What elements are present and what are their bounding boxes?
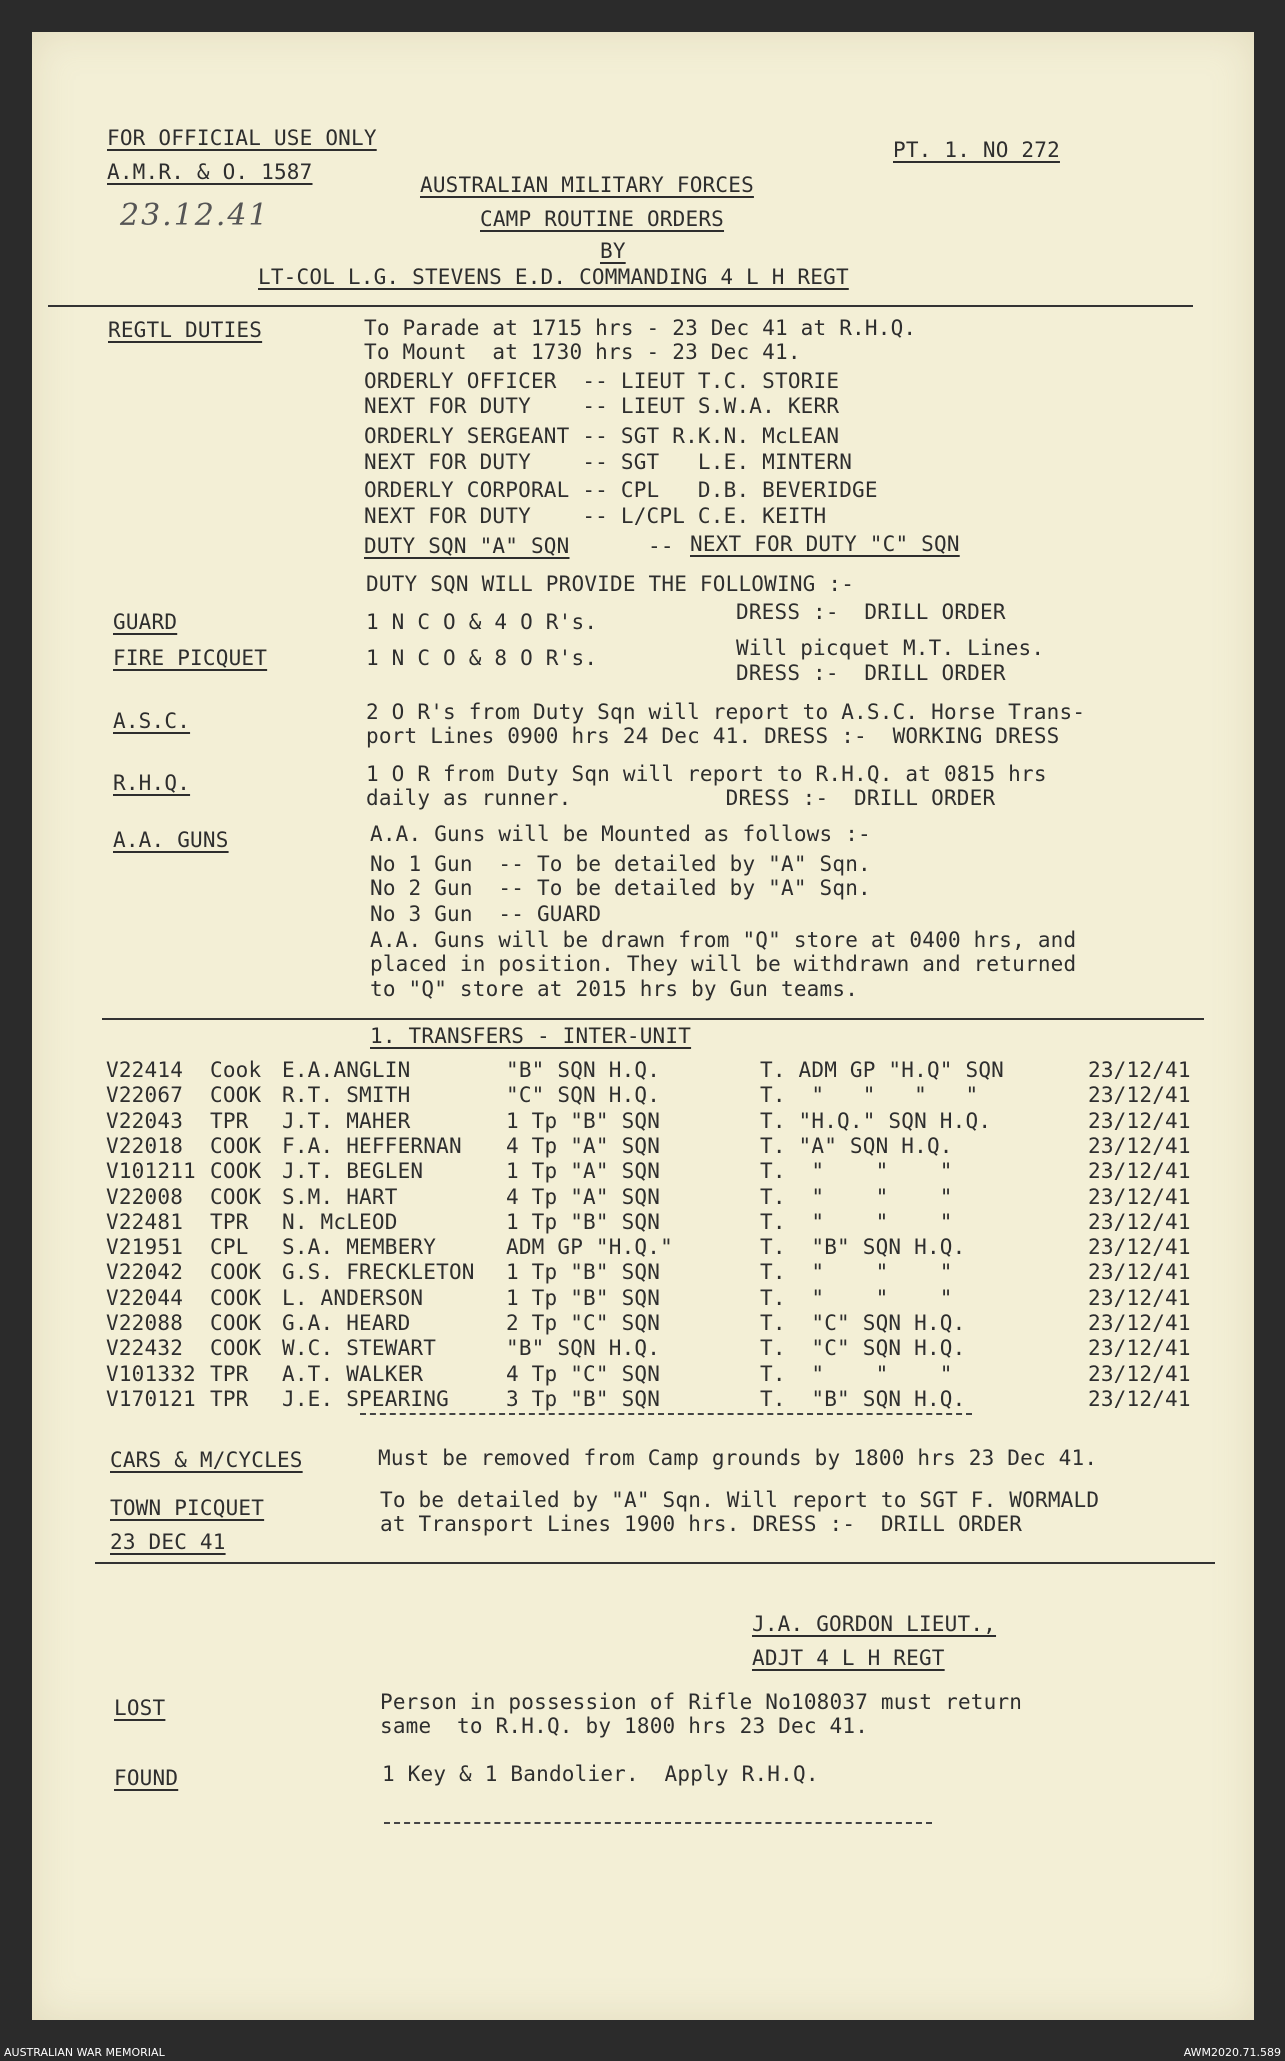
transfer-rank: COOK — [210, 1133, 262, 1158]
transfer-to: T. "B" SQN H.Q. — [760, 1235, 966, 1260]
signature-role: ADJT 4 L H REGT — [752, 1646, 945, 1670]
rhq-line-2: daily as runner. DRESS :- DRILL ORDER — [366, 786, 996, 810]
title-line-1: AUSTRALIAN MILITARY FORCES — [420, 173, 754, 197]
town-picquet-line-2: at Transport Lines 1900 hrs. DRESS :- DRILL ORDER — [380, 1512, 1023, 1536]
transfer-date: 23/12/41 — [1088, 1235, 1191, 1260]
transfers-end-dashes — [360, 1413, 972, 1415]
transfer-name: J.T. BEGLEN — [282, 1159, 424, 1184]
transfer-date: 23/12/41 — [1088, 1108, 1191, 1133]
official-use-label: FOR OFFICIAL USE ONLY — [107, 126, 377, 150]
transfer-to: T. ADM GP "H.Q" SQN — [760, 1058, 1005, 1082]
transfer-rank: TPR — [210, 1108, 249, 1133]
found-text: 1 Key & 1 Bandolier. Apply R.H.Q. — [382, 1762, 819, 1786]
asc-label: A.S.C. — [113, 709, 191, 733]
transfer-name: W.C. STEWART — [282, 1336, 437, 1361]
transfer-date: 23/12/41 — [1088, 1311, 1191, 1335]
transfer-from: 1 Tp "B" SQN — [506, 1209, 661, 1234]
transfer-date: 23/12/41 — [1088, 1083, 1191, 1108]
town-picquet-date: 23 DEC 41 — [110, 1530, 226, 1554]
transfer-to: T. "H.Q." SQN H.Q. — [760, 1108, 992, 1133]
town-divider — [95, 1562, 1215, 1564]
transfer-date: 23/12/41 — [1088, 1336, 1191, 1361]
guard-dress: DRESS :- DRILL ORDER — [736, 600, 1006, 624]
cars-text: Must be removed from Camp grounds by 1800 hrs 23 Dec 41. — [378, 1446, 1098, 1470]
transfer-date: 23/12/41 — [1088, 1159, 1191, 1184]
transfer-rank: Cook — [210, 1058, 262, 1082]
transfer-name: J.T. MAHER — [282, 1108, 411, 1133]
transfer-name: L. ANDERSON — [282, 1285, 424, 1310]
regtl-line: NEXT FOR DUTY -- LIEUT S.W.A. KERR — [364, 394, 840, 418]
fire-picquet-detail: 1 N C O & 8 O R's. — [366, 646, 598, 670]
transfer-no: V170121 — [106, 1386, 196, 1411]
title-line-4: LT-COL L.G. STEVENS E.D. COMMANDING 4 L H REGT — [258, 265, 849, 289]
transfer-from: 1 Tp "B" SQN — [506, 1108, 661, 1133]
found-label: FOUND — [114, 1766, 179, 1790]
transfer-name: G.S. FRECKLETON — [282, 1260, 475, 1285]
transfer-no: V22042 — [106, 1260, 184, 1285]
transfers-heading: 1. TRANSFERS - INTER-UNIT — [370, 1024, 692, 1048]
transfer-from: "B" SQN H.Q. — [506, 1058, 661, 1082]
guard-detail: 1 N C O & 4 O R's. — [366, 610, 598, 634]
regtl-line: NEXT FOR DUTY -- SGT L.E. MINTERN — [364, 450, 853, 474]
aa-guns-label: A.A. GUNS — [113, 828, 229, 852]
transfer-to: T. " " " — [760, 1184, 953, 1209]
lost-line-2: same to R.H.Q. by 1800 hrs 23 Dec 41. — [380, 1714, 869, 1738]
transfer-no: V22018 — [106, 1133, 184, 1158]
found-end-dashes — [384, 1822, 932, 1824]
transfer-from: 1 Tp "B" SQN — [506, 1285, 661, 1310]
transfer-to: T. " " " — [760, 1260, 953, 1285]
transfer-date: 23/12/41 — [1088, 1133, 1191, 1158]
next-duty-squadron: NEXT FOR DUTY "C" SQN — [690, 532, 960, 556]
transfer-no: V22044 — [106, 1285, 184, 1310]
aa-line: to "Q" store at 2015 hrs by Gun teams. — [370, 977, 859, 1001]
regtl-line: To Mount at 1730 hrs - 23 Dec 41. — [364, 340, 801, 364]
transfer-name: E.A.ANGLIN — [282, 1058, 411, 1082]
transfer-name: S.M. HART — [282, 1184, 398, 1209]
transfer-name: F.A. HEFFERNAN — [282, 1133, 462, 1158]
transfer-rank: CPL — [210, 1235, 249, 1260]
transfer-to: T. " " " — [760, 1209, 953, 1234]
regtl-line: NEXT FOR DUTY -- L/CPL C.E. KEITH — [364, 504, 827, 528]
regtl-duties-label: REGTL DUTIES — [108, 318, 263, 342]
town-picquet-label: TOWN PICQUET — [110, 1496, 265, 1520]
aa-line: A.A. Guns will be Mounted as follows :- — [370, 822, 871, 846]
guard-label: GUARD — [113, 610, 178, 634]
regtl-line: To Parade at 1715 hrs - 23 Dec 41 at R.H.Q. — [364, 316, 917, 340]
transfer-date: 23/12/41 — [1088, 1184, 1191, 1209]
aa-line: No 3 Gun -- GUARD — [370, 902, 602, 926]
duty-dash: -- — [648, 534, 674, 558]
rhq-line-1: 1 O R from Duty Sqn will report to R.H.Q. at 0815 hrs — [366, 762, 1047, 786]
aa-line: placed in position. They will be withdrawn and returned — [370, 952, 1077, 976]
footer-institution: AUSTRALIAN WAR MEMORIAL — [4, 2046, 165, 2059]
transfer-to: T. "C" SQN H.Q. — [760, 1336, 966, 1361]
transfer-no: V22008 — [106, 1184, 184, 1209]
transfer-no: V22414 — [106, 1058, 184, 1082]
aa-line: A.A. Guns will be drawn from "Q" store at 0400 hrs, and — [370, 928, 1077, 952]
cars-label: CARS & M/CYCLES — [110, 1448, 303, 1472]
transfer-rank: COOK — [210, 1260, 262, 1285]
transfer-date: 23/12/41 — [1088, 1361, 1191, 1386]
aa-divider — [102, 1018, 1204, 1020]
transfer-to: T. " " " — [760, 1361, 953, 1386]
transfer-rank: COOK — [210, 1159, 262, 1184]
aa-line: No 1 Gun -- To be detailed by "A" Sqn. — [370, 852, 871, 876]
title-line-3: BY — [600, 239, 626, 263]
provide-line: DUTY SQN WILL PROVIDE THE FOLLOWING :- — [366, 572, 855, 596]
transfer-rank: COOK — [210, 1285, 262, 1310]
town-picquet-line-1: To be detailed by "A" Sqn. Will report to SGT F. WORMALD — [380, 1488, 1100, 1512]
transfer-from: 2 Tp "C" SQN — [506, 1311, 661, 1335]
transfer-from: "C" SQN H.Q. — [506, 1083, 661, 1108]
transfer-no: V101211 — [106, 1159, 196, 1184]
transfer-date: 23/12/41 — [1088, 1260, 1191, 1285]
transfer-no: V22432 — [106, 1336, 184, 1361]
transfer-from: "B" SQN H.Q. — [506, 1336, 661, 1361]
transfer-name: J.E. SPEARING — [282, 1386, 449, 1411]
transfer-rank: COOK — [210, 1184, 262, 1209]
regtl-line: ORDERLY SERGEANT -- SGT R.K.N. McLEAN — [364, 424, 840, 448]
asc-line-1: 2 O R's from Duty Sqn will report to A.S.C. Horse Trans- — [366, 700, 1086, 724]
transfer-from: ADM GP "H.Q." — [506, 1235, 673, 1260]
transfer-to: T. "A" SQN H.Q. — [760, 1133, 953, 1158]
transfer-to: T. " " " — [760, 1285, 953, 1310]
duty-squadron: DUTY SQN "A" SQN — [364, 534, 570, 558]
rhq-label: R.H.Q. — [113, 771, 191, 795]
transfer-to: T. " " " — [760, 1159, 953, 1184]
title-line-2: CAMP ROUTINE ORDERS — [480, 207, 725, 231]
transfer-no: V22088 — [106, 1311, 184, 1335]
lost-line-1: Person in possession of Rifle No108037 must return — [380, 1690, 1023, 1714]
transfer-name: S.A. MEMBERY — [282, 1235, 437, 1260]
transfer-from: 4 Tp "A" SQN — [506, 1184, 661, 1209]
transfer-rank: TPR — [210, 1361, 249, 1386]
transfer-no: V22067 — [106, 1083, 184, 1108]
transfer-rank: COOK — [210, 1083, 262, 1108]
transfer-date: 23/12/41 — [1088, 1386, 1191, 1411]
header-divider — [48, 305, 1193, 307]
transfer-from: 4 Tp "A" SQN — [506, 1133, 661, 1158]
lost-label: LOST — [114, 1696, 166, 1720]
amr-reference: A.M.R. & O. 1587 — [107, 160, 313, 184]
transfer-from: 1 Tp "B" SQN — [506, 1260, 661, 1285]
signature-name: J.A. GORDON LIEUT., — [752, 1612, 997, 1636]
footer-accession: AWM2020.71.589 — [1183, 2046, 1281, 2059]
fire-picquet-dress: DRESS :- DRILL ORDER — [736, 661, 1006, 685]
transfer-to: T. "B" SQN H.Q. — [760, 1386, 966, 1411]
transfer-from: 1 Tp "A" SQN — [506, 1159, 661, 1184]
transfer-date: 23/12/41 — [1088, 1285, 1191, 1310]
transfer-name: N. McLEOD — [282, 1209, 398, 1234]
transfer-from: 3 Tp "B" SQN — [506, 1386, 661, 1411]
fire-picquet-note: Will picquet M.T. Lines. — [736, 636, 1045, 660]
transfer-name: G.A. HEARD — [282, 1311, 411, 1335]
transfer-from: 4 Tp "C" SQN — [506, 1361, 661, 1386]
transfer-rank: COOK — [210, 1311, 262, 1335]
handwritten-date: 23.12.41 — [120, 198, 270, 233]
regtl-line: ORDERLY OFFICER -- LIEUT T.C. STORIE — [364, 369, 840, 393]
transfer-name: R.T. SMITH — [282, 1083, 411, 1108]
transfer-rank: TPR — [210, 1386, 249, 1411]
transfer-date: 23/12/41 — [1088, 1058, 1191, 1082]
transfer-to: T. " " " " — [760, 1083, 979, 1108]
transfer-rank: COOK — [210, 1336, 262, 1361]
transfer-no: V22481 — [106, 1209, 184, 1234]
regtl-line: ORDERLY CORPORAL -- CPL D.B. BEVERIDGE — [364, 478, 878, 502]
part-number: PT. 1. NO 272 — [893, 138, 1060, 162]
transfer-date: 23/12/41 — [1088, 1209, 1191, 1234]
transfer-no: V22043 — [106, 1108, 184, 1133]
transfer-no: V21951 — [106, 1235, 184, 1260]
asc-line-2: port Lines 0900 hrs 24 Dec 41. DRESS :- WORKING DRESS — [366, 724, 1060, 748]
transfer-to: T. "C" SQN H.Q. — [760, 1311, 966, 1335]
transfer-name: A.T. WALKER — [282, 1361, 424, 1386]
transfer-no: V101332 — [106, 1361, 196, 1386]
fire-picquet-label: FIRE PICQUET — [113, 646, 268, 670]
transfer-rank: TPR — [210, 1209, 249, 1234]
aa-line: No 2 Gun -- To be detailed by "A" Sqn. — [370, 876, 871, 900]
